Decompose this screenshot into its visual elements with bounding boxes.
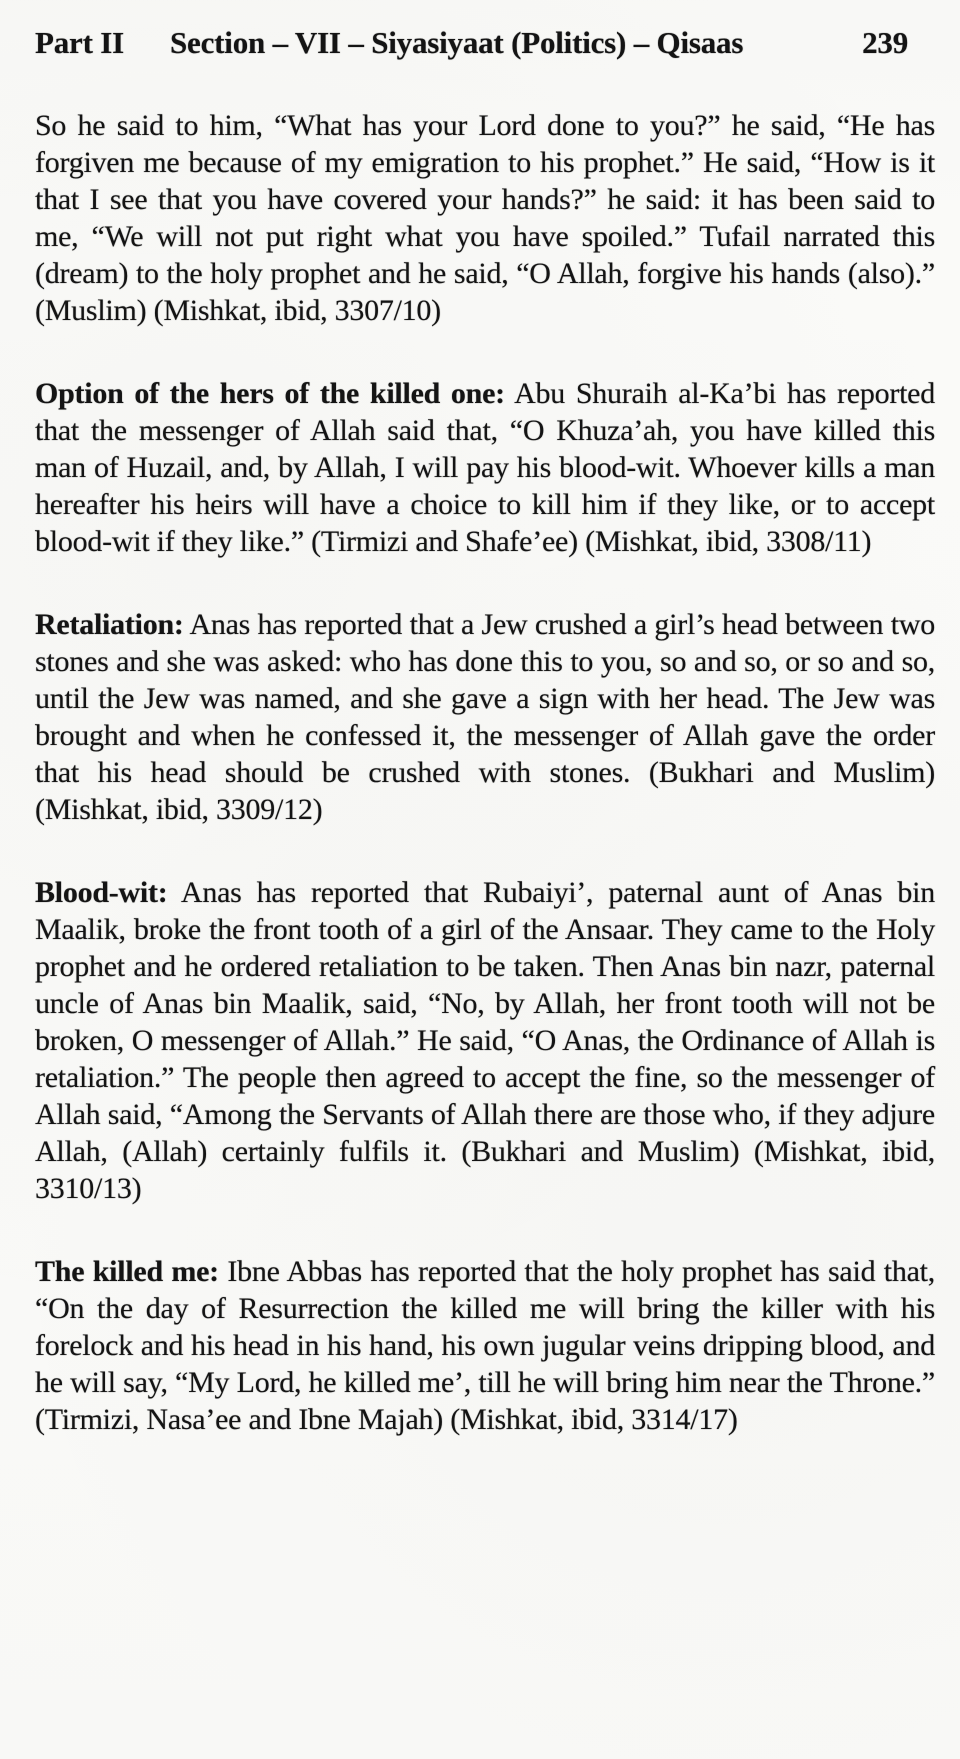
page-body: [0, 60, 960, 1438]
paragraph-retaliation: [35, 606, 935, 828]
page-header: [0, 0, 960, 60]
paragraph-hadith-3307: [35, 107, 935, 329]
paragraph-heading: Blood-wit:: [35, 876, 168, 909]
paragraph-heading: Option of the hers of the killed one:: [35, 377, 505, 410]
header-part-label: Part II: [35, 25, 124, 60]
paragraph-heading: The killed me:: [35, 1255, 219, 1288]
paragraph-heading: Retaliation:: [35, 608, 184, 641]
paragraph-blood-wit: [35, 874, 935, 1207]
header-section-title: Section – VII – Siyasiyaat (Politics) – Qisaas: [170, 25, 744, 60]
paragraph-text: Ibne Abbas has reported that the holy prophet has said that, “On the day of Resurrection the killed me will bring the killer with his forelock and his head in his hand, his own jugular veins dripping blood, and he will say, “My Lord, he killed me’, till he will bring him near the Throne.” (Tirmizi, Nasa’ee and Ibne Majah) (Mishkat, ibid, 3314/17): [35, 1255, 936, 1436]
paragraph-the-killed-me: [35, 1253, 935, 1438]
paragraph-text: Anas has reported that Rubaiyi’, paternal aunt of Anas bin Maalik, broke the front tooth of a girl of the Ansaar. They came to the Holy prophet and he ordered retaliation to be taken. Then Anas bin nazr, paternal uncle of Anas bin Maalik, said, “No, by Allah, her front tooth will not be broken, O messenger of Allah.” He said, “O Anas, the Ordinance of Allah is retaliation.” The people then agreed to accept the fine, so the messenger of Allah said, “Among the Servants of Allah there are those who, if they adjure Allah, (Allah) certainly fulfils it. (Bukhari and Muslim) (Mishkat, ibid, 3310/13): [35, 876, 935, 1205]
header-page-number: 239: [862, 25, 908, 60]
paragraph-option-of-heirs: [35, 375, 935, 560]
paragraph-text: Anas has reported that a Jew crushed a girl’s head between two stones and she was asked: who has done this to you, so and so, or so and so, until the Jew was named, and she gave a sign with her head. The Jew was brought and when he confessed it, the messenger of Allah gave the order that his head should be crushed with stones. (Bukhari and Muslim) (Mishkat, ibid, 3309/12): [35, 608, 935, 826]
paragraph-text: So he said to him, “What has your Lord done to you?” he said, “He has forgiven me because of my emigration to his prophet.” He said, “How is it that I see that you have covered your hands?” he said: it has been said to me, “We will not put right what you have spoiled.” Tufail narrated this (dream) to the holy prophet and he said, “O Allah, forgive his hands (also).” (Muslim) (Mishkat, ibid, 3307/10): [35, 109, 935, 327]
paragraph-text: Abu Shuraih al-Ka’bi has reported that the messenger of Allah said that, “O Khuza’ah, you have killed this man of Huzail, and, by Allah, I will pay his blood-wit. Whoever kills a man hereafter his heirs will have a choice to kill him if they like, or to accept blood-wit if they like.” (Tirmizi and Shafe’ee) (Mishkat, ibid, 3308/11): [35, 377, 935, 558]
